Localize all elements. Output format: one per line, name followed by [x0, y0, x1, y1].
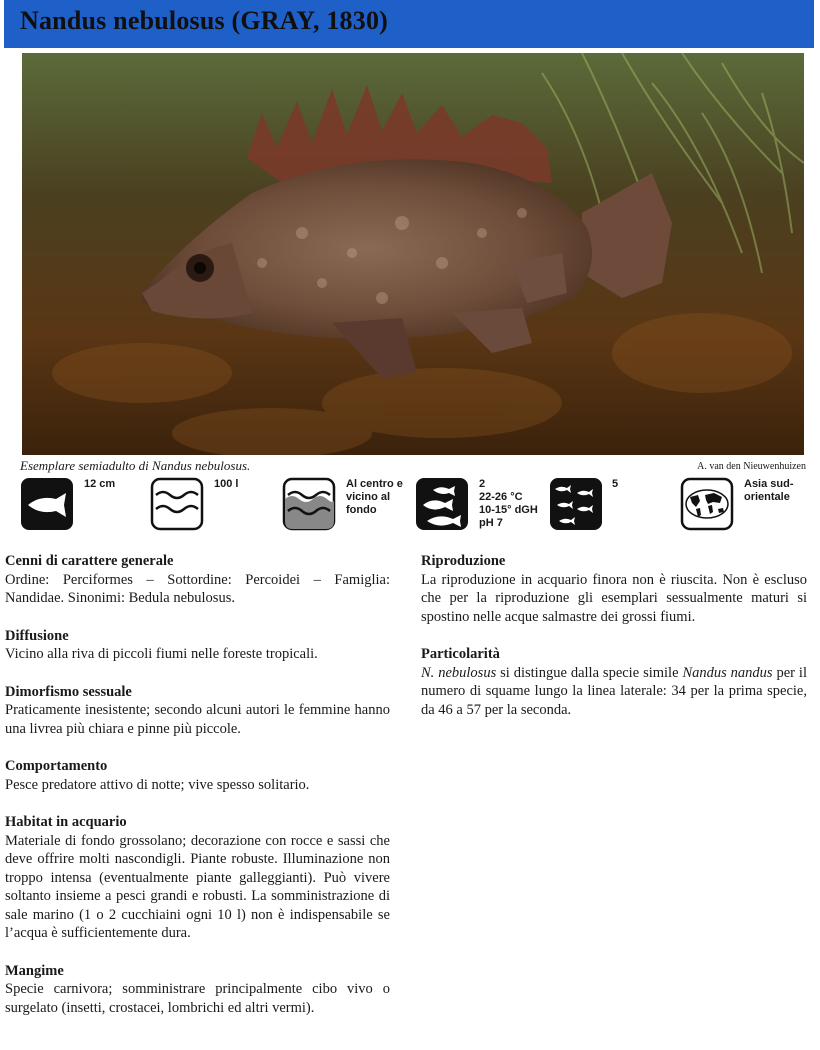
section-text: La riproduzione in acquario finora non è riuscita. Non è escluso che per la riproduzione gli esemplari sessualmente maturi si spostino nelle acque salmastre dei grossi fiumi.: [421, 571, 807, 625]
section-text: Specie carnivora; somministrare principalmente cibo vivo o surgelato (insetti, crostacei, lombrichi ed altri vermi).: [5, 981, 390, 1016]
section-heading: Riproduzione: [421, 553, 506, 569]
text-fragment: per il numero di squame lungo la linea laterale: 34 per la prima specie, da 46 a 57 per la seconda.: [421, 664, 807, 718]
school-fish-icon: [549, 477, 603, 531]
tank-volume-icon: [150, 477, 204, 531]
swimming-zone-icon: [282, 477, 336, 531]
world-map-icon: [680, 477, 734, 531]
page-title: Nandus nebulosus (GRAY, 1830): [20, 6, 389, 35]
school-fish-label: 5: [612, 478, 619, 490]
photo-caption: Esemplare semiadulto di Nandus nebulosus.: [20, 458, 251, 473]
left-column: [5, 552, 390, 1036]
fish-size-icon: [20, 477, 74, 531]
section-heading: Comportamento: [5, 758, 108, 774]
section-heading: Particolarità: [421, 646, 500, 662]
fish-size-label: 12 cm: [84, 478, 116, 490]
section-text: Ordine: Perciformes – Sottordine: Percoidei – Famiglia: Nandidae. Sinonimi: Bedula nebulosus.: [5, 571, 390, 606]
section-heading: Habitat in acquario: [5, 814, 127, 830]
section-text: Materiale di fondo grossolano; decorazione con rocce e sassi che deve offrire molti nascondigli. Piante robuste. Illuminazione non troppo intensa (eventualmente piante galleggianti). Può vivere soltanto insieme a pesci grandi e robusti. La somministrazione di sale marino (1 o 2 cucchiaini ogni 10 l) non è indispensabile se l’acqua è sufficientemente dura.: [5, 832, 390, 941]
title-bar: [4, 0, 814, 48]
species-name: Nandus nandus: [682, 664, 773, 681]
section-text: [421, 664, 807, 720]
fish-photo: [22, 53, 804, 455]
section-heading: Cenni di carattere generale: [5, 553, 174, 569]
section-text: Praticamente inesistente; secondo alcuni autori le femmine hanno una livrea più chiara e pinne più piccole.: [5, 702, 390, 737]
species-name: N. nebulosus: [421, 664, 497, 681]
right-column: [421, 552, 807, 738]
section-heading: Dimorfismo sessuale: [5, 683, 132, 700]
world-map-label: Asia sud- orientale: [744, 478, 794, 503]
text-fragment: si distingue dalla specie simile: [496, 664, 683, 681]
water-parameters-label: 2 22-26 °C 10-15° dGH pH 7: [479, 478, 538, 529]
section-heading: Mangime: [5, 962, 64, 979]
section-text: Vicino alla riva di piccoli fiumi nelle foreste tropicali.: [5, 646, 318, 662]
section-heading: Diffusione: [5, 627, 69, 644]
water-parameters-icon: [415, 477, 469, 531]
section-text: Pesce predatore attivo di notte; vive spesso solitario.: [5, 776, 310, 793]
photo-credit: A. van den Nieuwenhuizen: [697, 461, 806, 472]
tank-volume-label: 100 l: [214, 478, 239, 490]
swimming-zone-label: Al centro e vicino al fondo: [346, 478, 403, 516]
